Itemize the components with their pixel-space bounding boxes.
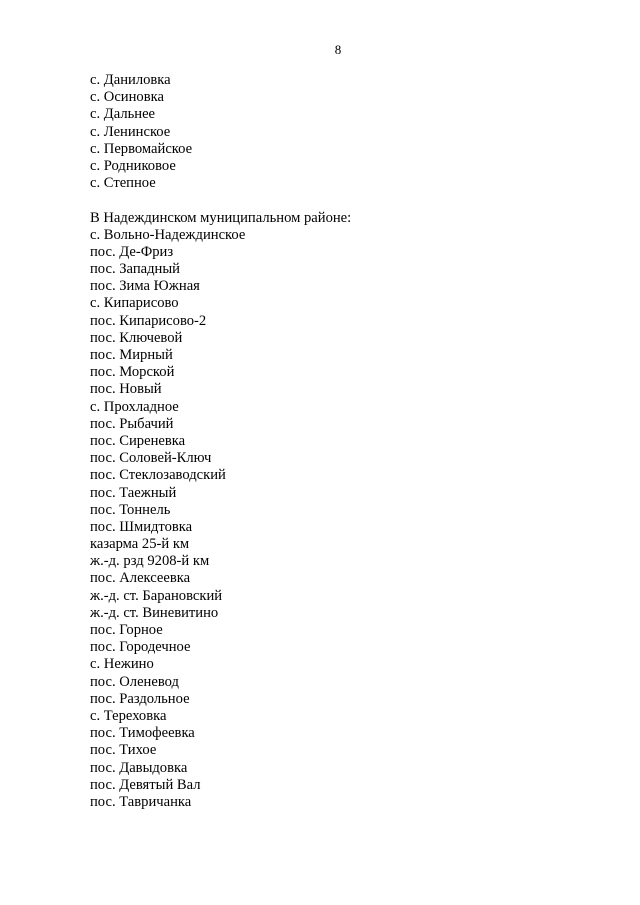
list-item: пос. Морской <box>90 364 175 381</box>
list-item: пос. Тимофеевка <box>90 725 195 742</box>
list-item: пос. Городечное <box>90 639 191 656</box>
list-item: казарма 25-й км <box>90 536 190 553</box>
list-item: с. Родниковое <box>90 157 176 174</box>
list-item: пос. Тавричанка <box>90 793 192 810</box>
list-item: с. Вольно-Надеждинское <box>90 226 246 243</box>
list-item: пос. Шмидтовка <box>90 518 193 535</box>
list-item: с. Прохладное <box>90 398 179 415</box>
document-body <box>90 72 610 811</box>
list-item: с. Дальнее <box>90 106 156 123</box>
list-item: пос. Раздольное <box>90 690 190 707</box>
list-item: ж.-д. рзд 9208-й км <box>90 553 210 570</box>
page-number: 8 <box>334 42 342 57</box>
list-item: ж.-д. ст. Барановский <box>90 587 223 604</box>
list-item: пос. Рыбачий <box>90 415 174 432</box>
list-item: с. Нежино <box>90 656 154 673</box>
list-item: пос. Таежный <box>90 484 177 501</box>
list-item: пос. Новый <box>90 381 162 398</box>
list-item: с. Первомайское <box>90 140 193 157</box>
list-item: пос. Тоннель <box>90 501 171 518</box>
list-item: пос. Горное <box>90 622 163 638</box>
list-item: пос. Оленевод <box>90 673 179 690</box>
list-item: с. Кипарисово <box>90 295 179 312</box>
list-item: пос. Де-Фриз <box>90 243 174 260</box>
list-item: с. Степное <box>90 175 156 192</box>
list-item: пос. Алексеевка <box>90 570 191 587</box>
list-item: пос. Стеклозаводский <box>90 467 226 484</box>
list-item: пос. Давыдовка <box>90 759 188 776</box>
list-item: пос. Западный <box>90 261 180 278</box>
list-item: с. Ленинское <box>90 123 171 140</box>
list-item: пос. Сиреневка <box>90 432 186 449</box>
list-item: пос. Кипарисово-2 <box>90 312 207 329</box>
list-item: пос. Девятый Вал <box>90 776 201 793</box>
district-heading: В Надеждинском муниципальном районе: <box>90 209 352 226</box>
list-item: пос. Тихое <box>90 742 157 759</box>
list-item: с. Даниловка <box>90 72 171 88</box>
list-item: с. Тереховка <box>90 707 167 724</box>
list-item: ж.-д. ст. Виневитино <box>90 604 219 621</box>
list-item: пос. Ключевой <box>90 329 183 346</box>
list-item: пос. Зима Южная <box>90 278 200 295</box>
settlement-list-continued <box>90 72 610 192</box>
paragraph-gap <box>90 192 610 209</box>
settlement-list-nadezhdinsky <box>90 227 610 811</box>
list-item: пос. Соловей-Ключ <box>90 450 212 467</box>
list-item: с. Осиновка <box>90 89 164 106</box>
list-item: пос. Мирный <box>90 347 173 363</box>
